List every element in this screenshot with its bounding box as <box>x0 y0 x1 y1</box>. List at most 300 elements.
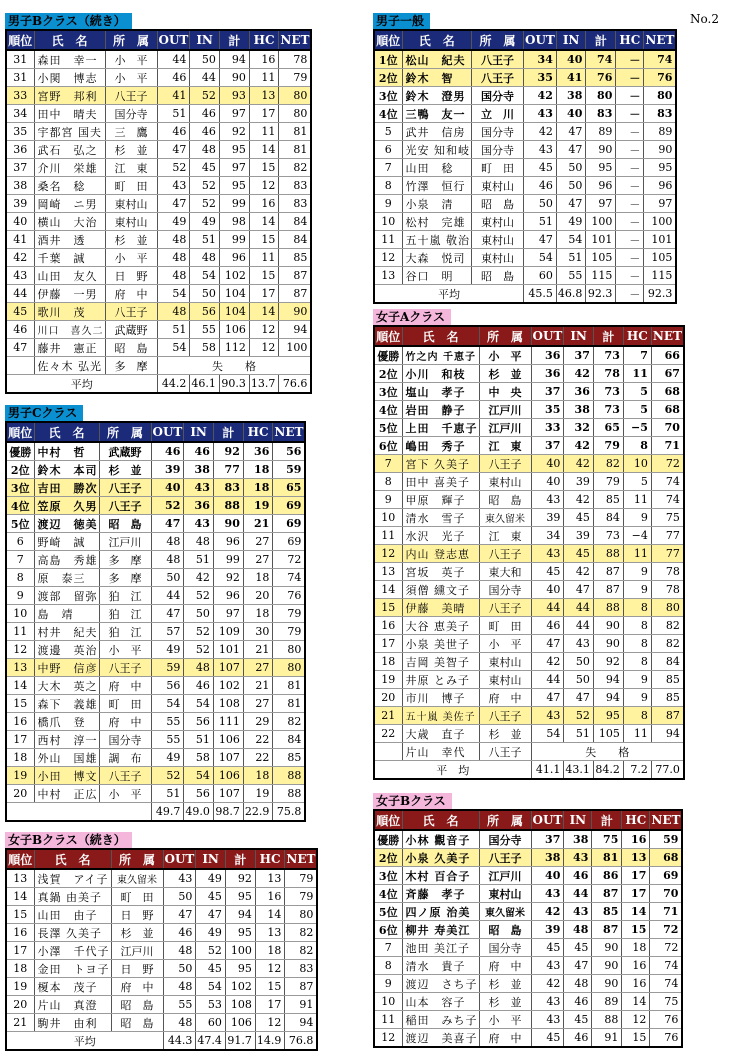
cell-name: 小澤 千代子 <box>34 942 111 960</box>
table-row <box>6 497 305 515</box>
cell-out: 43 <box>531 957 564 975</box>
cell-in: 44 <box>564 885 592 903</box>
cell-in: 51 <box>184 731 214 749</box>
header-hc: HC <box>243 422 273 442</box>
table-row <box>374 939 682 957</box>
cell-hc: 16 <box>255 888 285 906</box>
cell-affiliation: 小 平 <box>105 50 157 69</box>
average-total: 91.7 <box>225 1032 255 1051</box>
cell-net: 59 <box>650 830 683 849</box>
header-hc: HC <box>616 30 644 50</box>
cell-hc: － <box>616 159 644 177</box>
cell-name: 清水 貴子 <box>402 957 479 975</box>
cell-total: 106 <box>225 1014 255 1032</box>
cell-name: 稲田 みち子 <box>402 1011 479 1029</box>
table-row <box>6 533 305 551</box>
table-row <box>6 569 305 587</box>
table-row <box>374 689 684 707</box>
cell-affiliation: 江 東 <box>105 159 157 177</box>
header-in: IN <box>556 30 586 50</box>
cell-in: 53 <box>196 996 226 1014</box>
cell-rank: 8 <box>374 473 402 491</box>
cell-net: 84 <box>651 653 684 671</box>
cell-name: 岡崎 ニ男 <box>34 195 105 213</box>
cell-affiliation: 昭 島 <box>479 491 531 509</box>
cell-rank: 7 <box>374 939 402 957</box>
cell-total: 88 <box>592 1011 622 1029</box>
cell-out: 54 <box>524 249 557 267</box>
table-row <box>6 749 305 767</box>
table-row <box>374 903 682 921</box>
cell-hc: 9 <box>623 509 651 527</box>
table-row <box>6 515 305 533</box>
cell-affiliation: 小 平 <box>479 1011 531 1029</box>
cell-net: 80 <box>279 105 312 123</box>
cell-affiliation: 日 野 <box>111 906 163 924</box>
cell-total: 96 <box>213 533 243 551</box>
cell-total: 94 <box>593 689 623 707</box>
cell-affiliation: 国分寺 <box>479 581 531 599</box>
cell-out: 41 <box>157 87 190 105</box>
cell-rank: 16 <box>6 713 34 731</box>
table-row <box>6 177 311 195</box>
cell-name: 清水 雪子 <box>402 509 479 527</box>
cell-total: 93 <box>219 87 249 105</box>
cell-hc: 14 <box>622 903 650 921</box>
cell-hc: 15 <box>249 159 279 177</box>
cell-net: 97 <box>644 195 677 213</box>
cell-out: 40 <box>531 455 564 473</box>
section-women-b-cont <box>5 829 318 1051</box>
cell-name: 斉藤 孝子 <box>402 885 479 903</box>
cell-rank: 22 <box>374 725 402 743</box>
cell-net: 94 <box>651 725 684 743</box>
cell-hc: 18 <box>255 942 285 960</box>
cell-net: 74 <box>651 473 684 491</box>
cell-out: 44 <box>157 50 190 69</box>
average-in: 43.1 <box>564 761 594 780</box>
cell-total: 108 <box>213 695 243 713</box>
cell-in: 54 <box>190 267 220 285</box>
cell-out: 40 <box>531 473 564 491</box>
cell-out: 36 <box>531 346 564 365</box>
cell-rank: 6 <box>6 533 34 551</box>
average-net: 75.8 <box>273 803 306 822</box>
cell-in: 55 <box>190 321 220 339</box>
cell-out: 43 <box>531 491 564 509</box>
cell-in: 51 <box>184 551 214 569</box>
cell-name: 榎本 茂子 <box>34 978 111 996</box>
header-row <box>6 30 311 50</box>
cell-net: 69 <box>273 497 306 515</box>
header-total: 計 <box>593 326 623 346</box>
cell-rank: 31 <box>6 69 34 87</box>
cell-hc: 17 <box>249 105 279 123</box>
cell-name: 四ノ原 治美 <box>402 903 479 921</box>
cell-in: 42 <box>184 569 214 587</box>
cell-out: 45 <box>531 563 564 581</box>
table-row <box>6 321 311 339</box>
cell-name: 島 靖 <box>34 605 99 623</box>
cell-total: 73 <box>593 383 623 401</box>
cell-out: 37 <box>531 437 564 455</box>
cell-net: 72 <box>650 921 683 939</box>
table-row <box>374 383 684 401</box>
header-row <box>6 849 317 869</box>
results-table <box>5 848 318 1051</box>
cell-in: 47 <box>556 195 586 213</box>
cell-out: 51 <box>157 105 190 123</box>
cell-affiliation: 八王子 <box>99 767 151 785</box>
cell-affiliation: 町 田 <box>105 177 157 195</box>
cell-rank: 4位 <box>6 497 34 515</box>
cell-out: 46 <box>531 617 564 635</box>
cell-rank: 36 <box>6 141 34 159</box>
header-rank: 順位 <box>374 326 402 346</box>
cell-hc: 11 <box>623 545 651 563</box>
cell-net: 74 <box>273 569 306 587</box>
cell-rank: 38 <box>6 177 34 195</box>
cell-in: 42 <box>564 455 594 473</box>
cell-total: 90 <box>219 69 249 87</box>
cell-name: 市川 博子 <box>402 689 479 707</box>
cell-total: 99 <box>219 195 249 213</box>
cell-in: 50 <box>190 285 220 303</box>
cell-hc: 10 <box>623 455 651 473</box>
cell-hc: 18 <box>243 569 273 587</box>
cell-in: 54 <box>184 767 214 785</box>
cell-rank: 10 <box>374 509 402 527</box>
table-row <box>374 1011 682 1029</box>
header-name: 氏 名 <box>402 810 479 830</box>
table-row <box>6 695 305 713</box>
header-total: 計 <box>586 30 616 50</box>
cell-total: 88 <box>593 545 623 563</box>
section-men-b-cont <box>5 10 312 394</box>
cell-hc: 12 <box>249 321 279 339</box>
cell-affiliation: 昭 島 <box>111 996 163 1014</box>
cell-hc: 18 <box>622 939 650 957</box>
cell-rank: 19 <box>374 671 402 689</box>
cell-hc: 13 <box>249 87 279 105</box>
cell-rank: 43 <box>6 267 34 285</box>
table-row <box>374 885 682 903</box>
header-hc: HC <box>255 849 285 869</box>
cell-affiliation: 国分寺 <box>105 105 157 123</box>
cell-total: 90 <box>586 141 616 159</box>
cell-hc: 12 <box>255 960 285 978</box>
cell-net: 75 <box>651 509 684 527</box>
cell-net: 79 <box>285 869 318 888</box>
cell-affiliation: 杉 並 <box>479 365 531 383</box>
cell-hc: 13 <box>622 849 650 867</box>
table-row <box>6 267 311 285</box>
cell-in: 44 <box>564 599 594 617</box>
cell-name: 伊藤 一男 <box>34 285 105 303</box>
cell-affiliation: 国分寺 <box>99 731 151 749</box>
cell-rank: 15 <box>374 599 402 617</box>
cell-out: 54 <box>157 285 190 303</box>
cell-name: 中野 信彦 <box>34 659 99 677</box>
cell-affiliation: 昭 島 <box>105 339 157 357</box>
average-in: 49.0 <box>184 803 214 822</box>
cell-net: 80 <box>273 659 306 677</box>
cell-out: 42 <box>524 87 557 105</box>
cell-hc: 15 <box>622 1029 650 1048</box>
cell-total: 104 <box>219 303 249 321</box>
cell-in: 42 <box>564 491 594 509</box>
cell-out: 48 <box>151 551 184 569</box>
cell-in: 52 <box>196 942 226 960</box>
cell-name: 田中 喜美子 <box>402 473 479 491</box>
cell-in: 47 <box>564 581 594 599</box>
cell-out: 52 <box>157 159 190 177</box>
average-row <box>6 375 311 394</box>
cell-net: 83 <box>279 195 312 213</box>
cell-in: 42 <box>564 437 594 455</box>
cell-affiliation: 東大和 <box>479 563 531 581</box>
cell-net: 78 <box>651 563 684 581</box>
cell-out: 48 <box>157 303 190 321</box>
cell-rank: 15 <box>6 906 34 924</box>
table-row <box>6 978 317 996</box>
header-total: 計 <box>225 849 255 869</box>
cell-rank: 5位 <box>374 903 402 921</box>
cell-total: 97 <box>586 195 616 213</box>
cell-affiliation: 狛 江 <box>99 605 151 623</box>
cell-rank: 13 <box>6 659 34 677</box>
cell-net: 95 <box>644 159 677 177</box>
cell-total: 74 <box>586 50 616 69</box>
table-row <box>374 509 684 527</box>
cell-name: 池田 美江子 <box>402 939 479 957</box>
cell-in: 52 <box>190 87 220 105</box>
cell-in: 47 <box>564 957 592 975</box>
cell-affiliation: 東村山 <box>472 177 524 195</box>
table-row <box>374 581 684 599</box>
cell-net: 90 <box>279 303 312 321</box>
cell-name: 千葉 誠 <box>34 249 105 267</box>
cell-name: 渡辺 徳美 <box>34 515 99 533</box>
table-row <box>374 617 684 635</box>
cell-affiliation: 小 平 <box>99 641 151 659</box>
cell-total: 102 <box>213 677 243 695</box>
cell-rank: 33 <box>6 87 34 105</box>
cell-net: 75 <box>650 993 683 1011</box>
cell-in: 49 <box>556 213 586 231</box>
cell-affiliation: 八王子 <box>479 849 531 867</box>
cell-out: 52 <box>151 497 184 515</box>
cell-name: 森下 義雄 <box>34 695 99 713</box>
cell-total: 73 <box>593 401 623 419</box>
cell-in: 45 <box>196 960 226 978</box>
cell-rank: 46 <box>6 321 34 339</box>
table-row <box>374 830 682 849</box>
cell-rank: 9 <box>374 195 402 213</box>
cell-net: 79 <box>273 623 306 641</box>
cell-total: 95 <box>219 177 249 195</box>
cell-name: 宇都宮 国夫 <box>34 123 105 141</box>
table-row <box>374 105 676 123</box>
cell-rank: 11 <box>374 1011 402 1029</box>
cell-hc: 8 <box>623 653 651 671</box>
table-row <box>6 141 311 159</box>
table-row <box>374 455 684 473</box>
cell-out: 47 <box>163 906 196 924</box>
cell-total: 104 <box>219 285 249 303</box>
cell-net: 85 <box>279 249 312 267</box>
cell-hc: 5 <box>623 473 651 491</box>
cell-in: 48 <box>184 659 214 677</box>
cell-affiliation: 杉 並 <box>105 141 157 159</box>
header-affiliation: 所 属 <box>472 30 524 50</box>
cell-net: 68 <box>651 401 684 419</box>
average-net: 92.3 <box>644 285 677 304</box>
cell-hc: 12 <box>249 177 279 195</box>
header-name: 氏 名 <box>402 30 472 50</box>
cell-total: 92 <box>213 569 243 587</box>
cell-net: 84 <box>273 731 306 749</box>
table-row <box>6 69 311 87</box>
cell-name: 真鍋 由美子 <box>34 888 111 906</box>
cell-affiliation: 東村山 <box>105 195 157 213</box>
cell-affiliation: 府 中 <box>99 713 151 731</box>
cell-net: 76 <box>273 587 306 605</box>
average-hc: 14.9 <box>255 1032 285 1051</box>
cell-net: 67 <box>651 365 684 383</box>
cell-net: 69 <box>273 515 306 533</box>
cell-hc: 18 <box>243 479 273 497</box>
cell-total: 86 <box>592 867 622 885</box>
cell-total: 95 <box>586 159 616 177</box>
table-row <box>374 957 682 975</box>
table-row <box>6 551 305 569</box>
cell-hc: － <box>616 177 644 195</box>
cell-rank: 2位 <box>374 365 402 383</box>
header-row <box>374 326 684 346</box>
cell-hc: 8 <box>623 617 651 635</box>
cell-net: 90 <box>644 141 677 159</box>
cell-affiliation: 東村山 <box>479 473 531 491</box>
cell-hc: 11 <box>623 491 651 509</box>
cell-name: 吉岡 美智子 <box>402 653 479 671</box>
table-row <box>6 605 305 623</box>
cell-net: 66 <box>651 346 684 365</box>
average-row <box>6 1032 317 1051</box>
cell-hc: 15 <box>255 978 285 996</box>
cell-rank: 47 <box>6 339 34 357</box>
header-in: IN <box>184 422 214 442</box>
cell-net: 87 <box>279 267 312 285</box>
header-net: NET <box>651 326 684 346</box>
cell-out: 40 <box>531 867 564 885</box>
cell-affiliation: 日 野 <box>105 267 157 285</box>
cell-rank: 19 <box>6 978 34 996</box>
cell-hc: 19 <box>243 785 273 803</box>
cell-net: 81 <box>273 695 306 713</box>
cell-total: 101 <box>213 641 243 659</box>
cell-name: 宮下 久美子 <box>402 455 479 473</box>
cell-hc: 14 <box>622 993 650 1011</box>
cell-name: 酒井 透 <box>34 231 105 249</box>
cell-hc: 14 <box>249 141 279 159</box>
cell-out: 48 <box>163 942 196 960</box>
cell-in: 56 <box>184 785 214 803</box>
cell-in: 48 <box>564 921 592 939</box>
cell-name: 渡辺 美喜子 <box>402 1029 479 1048</box>
cell-in: 46 <box>190 105 220 123</box>
cell-total: 106 <box>219 321 249 339</box>
cell-net: 72 <box>651 455 684 473</box>
cell-rank: 1位 <box>374 50 402 69</box>
cell-affiliation: 昭 島 <box>479 921 531 939</box>
cell-name: 渡邊 英治 <box>34 641 99 659</box>
cell-hc: 17 <box>249 285 279 303</box>
cell-affiliation: 江戸川 <box>479 401 531 419</box>
cell-total: 83 <box>586 105 616 123</box>
cell-name: 駒井 由利 <box>34 1014 111 1032</box>
average-label <box>6 803 151 822</box>
cell-rank: 16 <box>374 617 402 635</box>
cell-total: 73 <box>593 527 623 545</box>
cell-rank: 13 <box>6 869 34 888</box>
cell-name: 橋爪 登 <box>34 713 99 731</box>
cell-in: 45 <box>564 545 594 563</box>
cell-affiliation: 八王子 <box>105 87 157 105</box>
average-net: 77.0 <box>651 761 684 780</box>
cell-total: 97 <box>213 605 243 623</box>
disqualified-row <box>6 357 311 375</box>
cell-rank: 3位 <box>6 479 34 497</box>
cell-in: 46 <box>190 123 220 141</box>
cell-total: 99 <box>213 551 243 569</box>
cell-name: 原 泰三 <box>34 569 99 587</box>
cell-name: 高島 秀雄 <box>34 551 99 569</box>
cell-name: 小泉 久美子 <box>402 849 479 867</box>
results-table <box>373 29 677 304</box>
cell-in: 54 <box>556 231 586 249</box>
cell-rank: 42 <box>6 249 34 267</box>
cell-rank: 6位 <box>374 921 402 939</box>
cell-affiliation: 東久留米 <box>479 903 531 921</box>
cell-net: 77 <box>651 545 684 563</box>
cell-out: 50 <box>524 195 557 213</box>
cell-name: 外山 国雄 <box>34 749 99 767</box>
cell-hc: － <box>616 87 644 105</box>
cell-name: 竹澤 恒行 <box>402 177 472 195</box>
cell-in: 44 <box>564 617 594 635</box>
cell-affiliation: 八王子 <box>99 497 151 515</box>
cell-net: 82 <box>285 942 318 960</box>
cell-total: 95 <box>225 960 255 978</box>
cell-total: 95 <box>219 141 249 159</box>
cell-name: 西村 淳一 <box>34 731 99 749</box>
cell-hc: 14 <box>249 213 279 231</box>
table-row <box>374 346 684 365</box>
cell-net: 85 <box>651 689 684 707</box>
cell-net: 79 <box>273 605 306 623</box>
cell-out: 43 <box>531 707 564 725</box>
header-name: 氏 名 <box>34 30 105 50</box>
cell-name: 片山 幸代 <box>402 743 479 761</box>
cell-out: 47 <box>157 195 190 213</box>
cell-hc: 12 <box>622 1011 650 1029</box>
cell-hc: 27 <box>243 551 273 569</box>
section-title: 男子Cクラス <box>5 405 83 421</box>
cell-rank: 17 <box>374 635 402 653</box>
cell-hc: 11 <box>623 725 651 743</box>
cell-affiliation: 八王子 <box>99 479 151 497</box>
